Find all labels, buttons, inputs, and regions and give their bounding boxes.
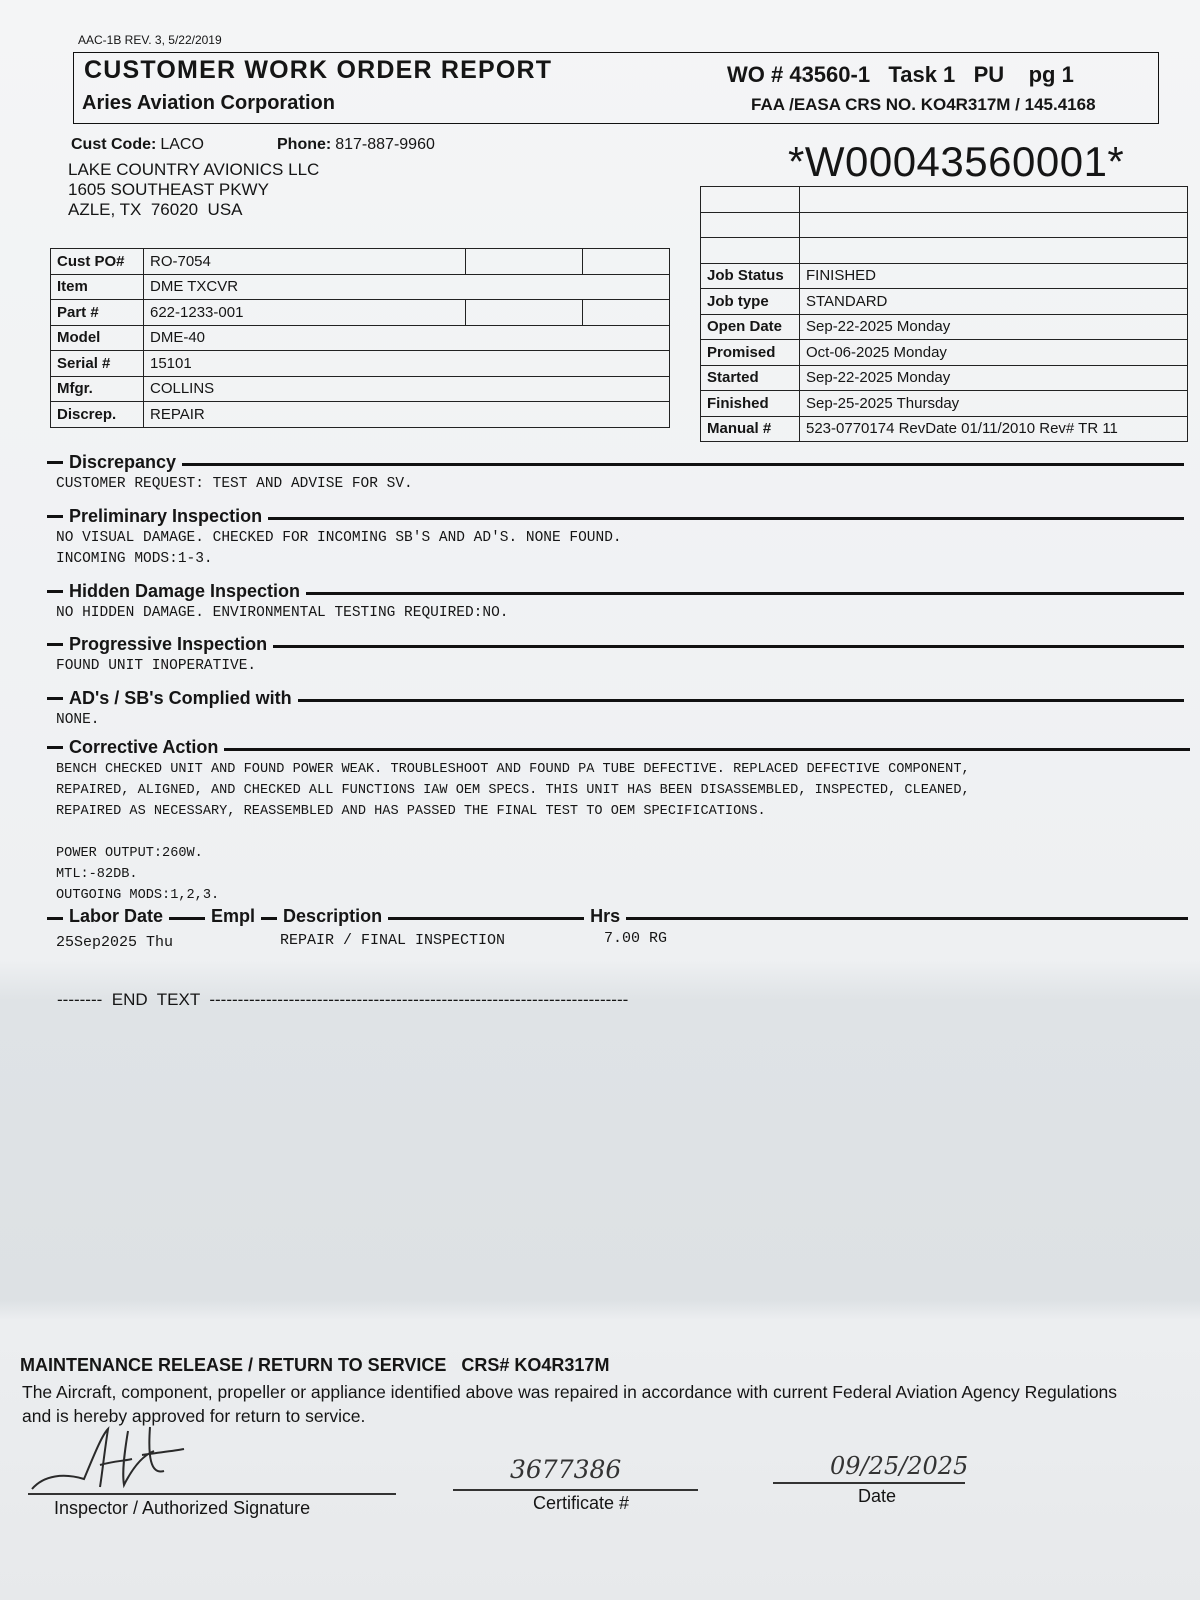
section-text: NO VISUAL DAMAGE. CHECKED FOR INCOMING SB'S AND AD'S. NONE FOUND. INCOMING MODS:1-3. — [56, 530, 622, 567]
table-row — [51, 274, 670, 300]
section-title: Progressive Inspection — [69, 634, 268, 654]
section-text: FOUND UNIT INOPERATIVE. — [56, 658, 257, 674]
report-title: CUSTOMER WORK ORDER REPORT — [84, 56, 553, 84]
section-text: NO HIDDEN DAMAGE. ENVIRONMENTAL TESTING REQUIRED:NO. — [56, 605, 509, 621]
table-row — [701, 187, 1188, 213]
table-row — [701, 340, 1188, 366]
date-value: 09/25/2025 — [830, 1452, 969, 1480]
item-label: Mfgr. — [51, 376, 144, 402]
item-value: 15101 — [144, 351, 670, 377]
empty-cell — [583, 300, 670, 326]
labor-description-value: REPAIR / FINAL INSPECTION — [280, 932, 506, 949]
hidden-damage-section — [47, 581, 1184, 624]
empty-cell — [701, 187, 800, 213]
labor-header — [47, 906, 1194, 927]
table-row — [701, 314, 1188, 340]
phone-value: 817-887-9960 — [335, 136, 435, 153]
section-text: BENCH CHECKED UNIT AND FOUND POWER WEAK. TROUBLESHOOT AND FOUND PA TUBE DEFECTIVE. REPLACED DEFECTIVE COMPONENT, REPAIRED, ALIGNED, AND CHECKED ALL FUNCTIONS IAW OEM SPECS. THIS UNIT HAS BEEN DISASSEMBLED, INSPECTED, CLEANED, REPAIRED AS NECESSARY, REASSEMBLED AND HAS PASSED THE FINAL TEST TO OEM SPECIFICATIONS. POWER OUTPUT:260W. MTL:-82DB. OUTGOING MODS:1,2,3. — [56, 762, 970, 903]
job-table — [700, 186, 1188, 442]
barcode-text: *W00043560001* — [788, 138, 1125, 185]
item-label: Item — [51, 274, 144, 300]
progressive-inspection-section — [47, 634, 1184, 677]
job-label: Promised — [701, 340, 800, 366]
item-value: DME TXCVR — [144, 274, 670, 300]
section-title: Discrepancy — [69, 452, 177, 472]
empty-cell — [466, 249, 583, 275]
job-value: Sep-22-2025 Monday — [800, 365, 1188, 391]
item-label: Model — [51, 325, 144, 351]
table-row — [51, 376, 670, 402]
item-value: REPAIR — [144, 402, 670, 428]
job-value: Oct-06-2025 Monday — [800, 340, 1188, 366]
item-value: 622-1233-001 — [144, 300, 466, 326]
labor-empl-header: Empl — [211, 906, 256, 926]
job-label: Job Status — [701, 263, 800, 289]
end-text-marker: -------- END TEXT -------------------------------------------------------------------------- — [57, 990, 629, 1009]
table-row — [51, 402, 670, 428]
item-table — [50, 248, 670, 428]
certificate-label: Certificate # — [533, 1493, 630, 1513]
table-row — [701, 263, 1188, 289]
certificate-value: 3677386 — [510, 1455, 622, 1484]
job-label: Open Date — [701, 314, 800, 340]
customer-street: 1605 SOUTHEAST PKWY — [68, 180, 269, 199]
labor-description-header: Description — [283, 906, 383, 926]
job-value: STANDARD — [800, 289, 1188, 315]
item-label: Serial # — [51, 351, 144, 377]
section-text: CUSTOMER REQUEST: TEST AND ADVISE FOR SV. — [56, 476, 413, 492]
empty-cell — [583, 249, 670, 275]
table-row — [51, 325, 670, 351]
item-label: Discrep. — [51, 402, 144, 428]
form-revision: AAC-1B REV. 3, 5/22/2019 — [78, 33, 222, 47]
company-name: Aries Aviation Corporation — [82, 92, 335, 114]
job-value: 523-0770174 RevDate 01/11/2010 Rev# TR 11 — [800, 416, 1188, 442]
signature-line — [28, 1493, 396, 1495]
work-order-number: WO # 43560-1 Task 1 PU pg 1 — [727, 62, 1074, 87]
table-row — [701, 391, 1188, 417]
certificate-line — [453, 1489, 698, 1491]
corrective-action-section — [47, 737, 1190, 906]
crs-number: FAA /EASA CRS NO. KO4R317M / 145.4168 — [751, 95, 1096, 114]
job-label: Finished — [701, 391, 800, 417]
customer-phone — [277, 136, 435, 154]
empty-cell — [701, 238, 800, 264]
job-value: Sep-25-2025 Thursday — [800, 391, 1188, 417]
customer-code — [71, 136, 204, 154]
job-label: Manual # — [701, 416, 800, 442]
section-title: Corrective Action — [69, 737, 219, 757]
item-label: Part # — [51, 300, 144, 326]
customer-address — [68, 160, 319, 220]
table-row — [701, 238, 1188, 264]
table-row — [701, 212, 1188, 238]
empty-cell — [800, 212, 1188, 238]
empty-cell — [800, 238, 1188, 264]
section-title: AD's / SB's Complied with — [69, 688, 292, 708]
table-row — [51, 249, 670, 275]
table-row — [51, 300, 670, 326]
table-row — [701, 365, 1188, 391]
cust-code-value: LACO — [160, 136, 204, 153]
section-title: Preliminary Inspection — [69, 506, 263, 526]
item-label: Cust PO# — [51, 249, 144, 275]
job-value: Sep-22-2025 Monday — [800, 314, 1188, 340]
job-value: FINISHED — [800, 263, 1188, 289]
section-text: NONE. — [56, 712, 100, 728]
labor-date-header: Labor Date — [69, 906, 164, 926]
item-value: RO-7054 — [144, 249, 466, 275]
labor-hrs-value: 7.00 RG — [604, 930, 668, 947]
preliminary-inspection-section — [47, 506, 1184, 570]
discrepancy-section — [47, 452, 1184, 495]
labor-hrs-header: Hrs — [590, 906, 621, 926]
table-row — [701, 416, 1188, 442]
release-statement: The Aircraft, component, propeller or appliance identified above was repaired in accordance with current Federal Aviation Agency Regulations and is hereby approved for return to service. — [22, 1382, 1118, 1426]
phone-label: Phone: — [277, 136, 332, 153]
table-row — [51, 351, 670, 377]
customer-city: AZLE, TX 76020 USA — [68, 200, 243, 219]
customer-name: LAKE COUNTRY AVIONICS LLC — [68, 160, 320, 179]
item-value: DME-40 — [144, 325, 670, 351]
cust-code-label: Cust Code: — [71, 136, 157, 153]
job-label: Job type — [701, 289, 800, 315]
job-label: Started — [701, 365, 800, 391]
empty-cell — [800, 187, 1188, 213]
section-title: Hidden Damage Inspection — [69, 581, 301, 601]
item-value: COLLINS — [144, 376, 670, 402]
ads-sbs-section — [47, 688, 1184, 731]
release-title: MAINTENANCE RELEASE / RETURN TO SERVICE CRS# KO4R317M — [20, 1355, 610, 1375]
empty-cell — [701, 212, 800, 238]
labor-date-value: 25Sep2025 Thu — [56, 934, 174, 951]
empty-cell — [466, 300, 583, 326]
date-line — [773, 1482, 965, 1484]
signature-label: Inspector / Authorized Signature — [54, 1498, 311, 1518]
table-row — [701, 289, 1188, 315]
date-label: Date — [858, 1486, 897, 1506]
